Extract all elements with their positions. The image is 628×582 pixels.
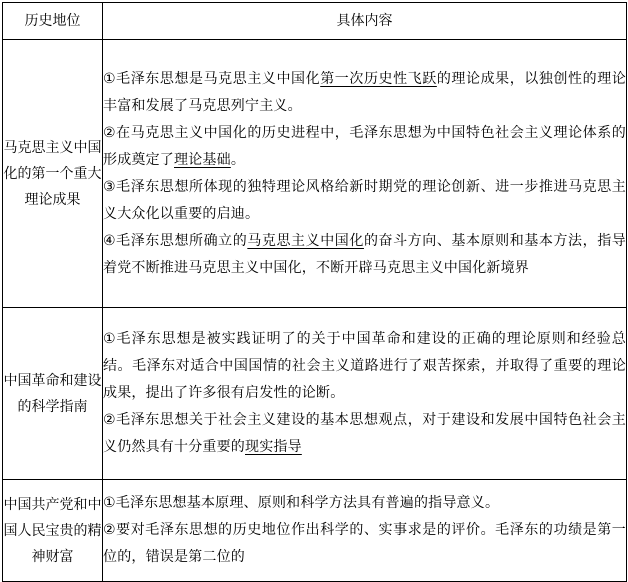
position-cell: 马克思主义中国化的第一个重大理论成果 bbox=[3, 40, 103, 308]
underlined-text: 现实指导 bbox=[245, 439, 302, 455]
content-paragraph bbox=[103, 120, 626, 174]
paragraph-text: ②在马克思主义中国化的历史进程中，毛泽东思想为中国特色社会主义理论体系的形成奠定了 bbox=[103, 124, 626, 168]
content-paragraph bbox=[103, 228, 626, 282]
position-cell: 中国共产党和中国人民宝贵的精神财富 bbox=[3, 480, 103, 582]
header-position: 历史地位 bbox=[3, 3, 103, 40]
content-cell bbox=[103, 308, 627, 480]
position-cell: 中国革命和建设的科学指南 bbox=[3, 308, 103, 480]
paragraph-text: 。 bbox=[230, 151, 246, 168]
paragraph-text: 的奋斗方向、基本原则和基本方法，指导着党不断推进马克思主义中国化，不断开辟马克思主义中国化新境界 bbox=[103, 232, 626, 276]
underlined-text: 第一次历史性飞跃 bbox=[320, 70, 437, 87]
content-paragraph bbox=[103, 517, 626, 571]
content-paragraph bbox=[103, 174, 626, 228]
table-row bbox=[3, 308, 627, 480]
underlined-text: 马克思主义中国化 bbox=[247, 232, 364, 249]
content-paragraph bbox=[103, 66, 626, 120]
content-cell bbox=[103, 480, 627, 582]
table-row bbox=[3, 480, 627, 582]
header-row bbox=[3, 3, 627, 40]
paragraph-text: ①毛泽东思想是马克思主义中国化 bbox=[103, 70, 321, 87]
content-paragraph bbox=[103, 407, 626, 461]
table-row bbox=[3, 40, 627, 308]
content-paragraph bbox=[103, 326, 626, 407]
header-content: 具体内容 bbox=[103, 3, 627, 40]
paragraph-text: ①毛泽东思想基本原理、原则和科学方法具有普遍的指导意义。 bbox=[103, 495, 500, 511]
history-status-table bbox=[2, 2, 627, 582]
content-cell bbox=[103, 40, 627, 308]
paragraph-text: ④毛泽东思想所确立的 bbox=[103, 232, 248, 249]
paragraph-text: ①毛泽东思想是被实践证明了的关于中国革命和建设的正确的理论原则和经验总结。毛泽东对适合中国国情的社会主义道路进行了艰苦探索，并取得了重要的理论成果，提出了许多很有启发性的论断。 bbox=[103, 331, 626, 401]
paragraph-text: ②毛泽东思想关于社会主义建设的基本思想观点，对于建设和发展中国特色社会主义仍然具有十分重要的 bbox=[103, 412, 626, 455]
paragraph-text: 的理论成果，以独创性的理论丰富和发展了马克思列宁主义。 bbox=[103, 70, 626, 114]
content-paragraph bbox=[103, 490, 626, 517]
paragraph-text: ②要对毛泽东思想的历史地位作出科学的、实事求是的评价。毛泽东的功绩是第一位的，错误是第二位的 bbox=[103, 522, 626, 565]
underlined-text: 理论基础 bbox=[174, 151, 231, 168]
paragraph-text: ③毛泽东思想所体现的独特理论风格给新时期党的理论创新、进一步推进马克思主义大众化以重要的启迪。 bbox=[103, 178, 626, 222]
